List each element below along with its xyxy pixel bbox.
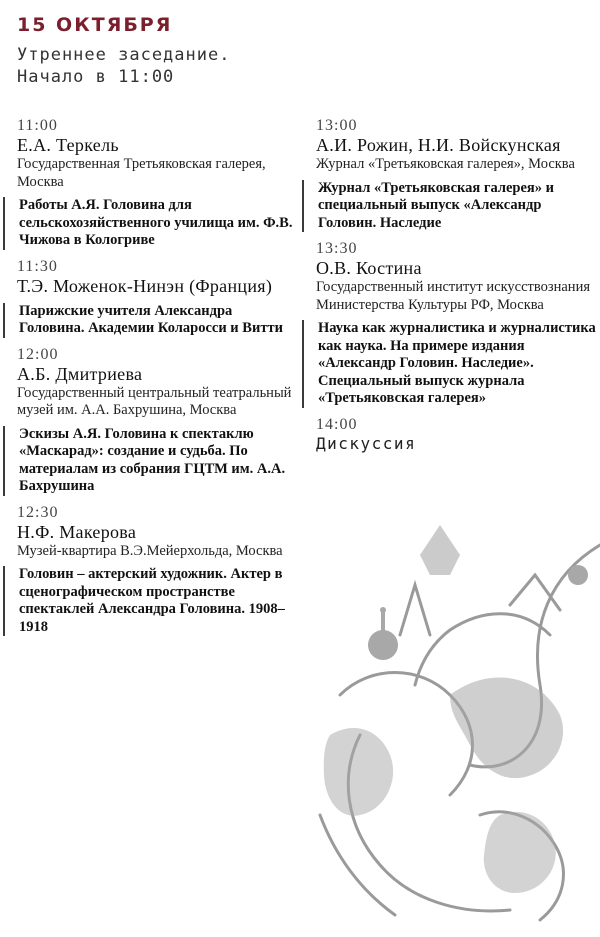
program-slot (17, 504, 297, 637)
slot-affiliation: Государственный институт искусствознания Министерства Культуры РФ, Москва (316, 279, 590, 313)
date-heading: 15 ОКТЯБРЯ (17, 14, 173, 36)
slot-talk-title: Журнал «Третьяковская галерея» и специальный выпуск «Александр Головин. Наследие (302, 180, 596, 233)
closing-time: 14:00 (316, 415, 358, 433)
closing-slot (316, 416, 596, 454)
session-subtitle (17, 44, 230, 88)
slot-time: 12:30 (17, 503, 59, 521)
slot-talk-title: Работы А.Я. Головина для сельскохозяйственного училища им. Ф.В. Чижова в Кологриве (3, 197, 297, 250)
slot-affiliation: Журнал «Третьяковская галерея», Москва (316, 156, 575, 172)
slot-time: 13:30 (316, 240, 358, 257)
slot-affiliation: Государственная Третьяковская галерея, Москва (17, 156, 266, 190)
program-right-column (316, 117, 596, 462)
program-slot (17, 346, 297, 496)
slot-time: 12:00 (17, 345, 59, 363)
slot-speaker: А.Б. Дмитриева (17, 363, 143, 384)
slot-time: 11:30 (17, 257, 58, 275)
slot-time: 13:00 (316, 117, 358, 134)
program-left-column (17, 117, 297, 644)
program-slot (316, 240, 596, 408)
session-line-1: Утреннее заседание. (17, 45, 231, 65)
slot-affiliation: Государственный центральный театральный музей им. А.А. Бахрушина, Москва (17, 384, 292, 418)
slot-talk-title: Наука как журналистика и журналистика как наука. На примере издания «Александр Головин. Наследие». Специальный выпуск журнала «Третьяковская галерея» (302, 320, 596, 408)
session-line-2: Начало в 11:00 (17, 67, 175, 87)
slot-talk-title: Эскизы А.Я. Головина к спектаклю «Маскарад»: создание и судьба. По материалам из собрания ГЦТМ им. А.А. Бахрушина (3, 426, 297, 496)
slot-affiliation: Музей-квартира В.Э.Мейерхольда, Москва (17, 542, 283, 559)
slot-talk-title: Головин – актерский художник. Актер в сценографическом пространстве спектаклей Александра Головина. 1908–1918 (3, 566, 297, 636)
program-slot (17, 258, 297, 338)
slot-talk-title: Парижские учителя Александра Головина. Академии Коларосси и Витти (3, 303, 297, 338)
discussion-label: Дискуссия (316, 433, 417, 453)
slot-speaker: Е.А. Теркель (17, 135, 119, 155)
slot-speaker: Т.Э. Моженок-Нинэн (Франция) (17, 275, 273, 296)
program-slot (316, 117, 596, 232)
slot-speaker: Н.Ф. Макерова (17, 521, 137, 542)
decorative-ornament-illustration (300, 515, 600, 937)
slot-speaker: А.И. Рожин, Н.И. Войскунская (316, 135, 561, 155)
slot-speaker: О.В. Костина (316, 258, 422, 278)
program-slot (17, 117, 297, 250)
slot-time: 11:00 (17, 117, 58, 134)
